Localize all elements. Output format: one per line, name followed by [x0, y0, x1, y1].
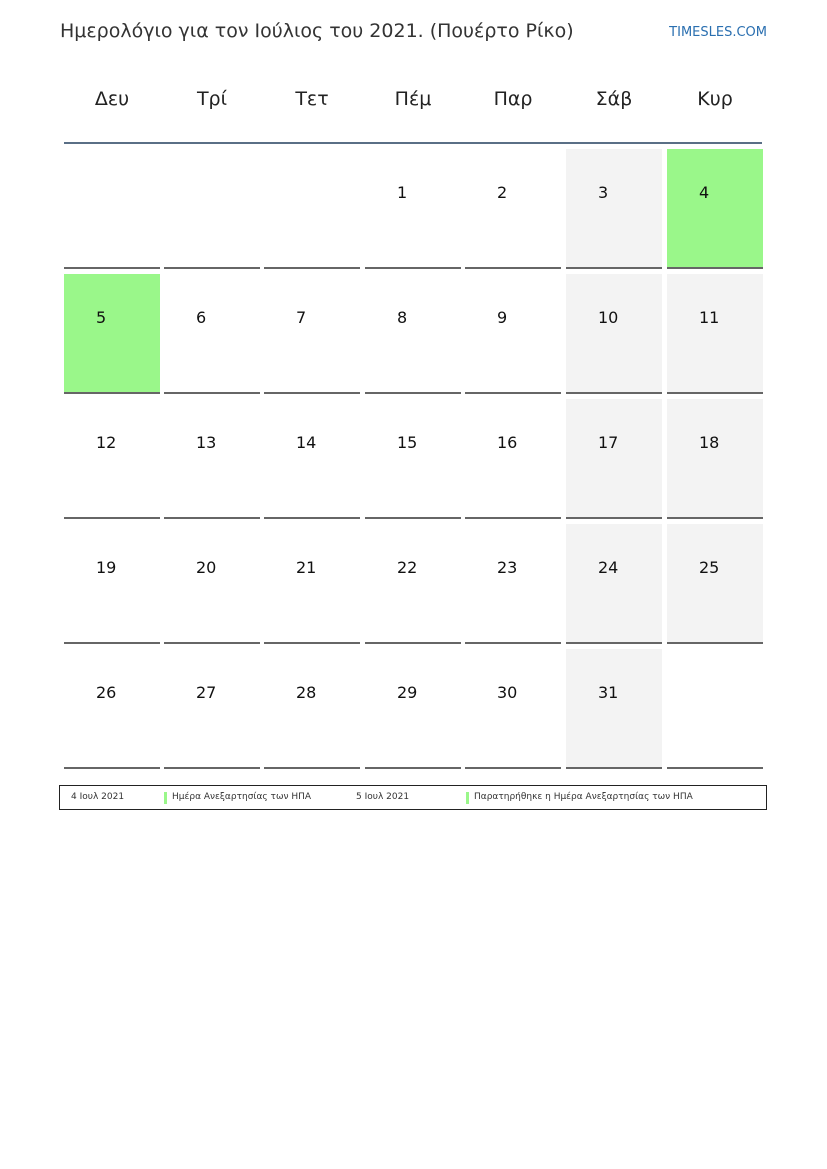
day-cell[interactable] — [667, 149, 763, 269]
empty-day-cell — [64, 149, 160, 269]
header-divider — [64, 142, 762, 144]
day-cell[interactable] — [164, 649, 260, 769]
page-title: Ημερολόγιο για τον Ιούλιος του 2021. (Πουέρτο Ρίκο) — [60, 20, 574, 42]
day-cell[interactable] — [566, 649, 662, 769]
day-number: 11 — [699, 308, 720, 327]
day-number: 21 — [296, 558, 317, 577]
day-number: 12 — [96, 433, 117, 452]
day-number: 27 — [196, 683, 217, 702]
weekday-sat: Σάβ — [595, 88, 633, 110]
day-number: 13 — [196, 433, 217, 452]
day-cell[interactable] — [365, 399, 461, 519]
legend-color-swatch — [466, 792, 469, 804]
day-cell[interactable] — [365, 649, 461, 769]
day-number: 19 — [96, 558, 117, 577]
day-cell[interactable] — [264, 649, 360, 769]
empty-day-cell — [164, 149, 260, 269]
day-number: 1 — [397, 183, 408, 202]
day-number: 23 — [497, 558, 518, 577]
empty-day-cell — [667, 649, 763, 769]
day-number: 26 — [96, 683, 117, 702]
weekday-mon: Δευ — [94, 88, 130, 110]
day-number: 25 — [699, 558, 720, 577]
day-cell[interactable] — [64, 399, 160, 519]
legend-color-swatch — [164, 792, 167, 804]
day-number: 5 — [96, 308, 107, 327]
day-cell[interactable] — [64, 524, 160, 644]
day-cell[interactable] — [164, 524, 260, 644]
weekday-tue: Τρί — [196, 88, 228, 110]
weekday-sun: Κυρ — [697, 88, 733, 110]
legend-holiday-name: Παρατηρήθηκε η Ημέρα Ανεξαρτησίας των ΗΠΑ — [474, 792, 693, 802]
day-number: 22 — [397, 558, 418, 577]
day-number: 18 — [699, 433, 720, 452]
legend-holiday-name: Ημέρα Ανεξαρτησίας των ΗΠΑ — [172, 792, 312, 802]
day-number: 8 — [397, 308, 408, 327]
holiday-legend — [59, 785, 767, 810]
day-cell[interactable] — [465, 399, 561, 519]
day-number: 15 — [397, 433, 418, 452]
calendar-grid — [64, 149, 763, 770]
legend-date: 5 Ιουλ 2021 — [356, 792, 410, 802]
day-number: 9 — [497, 308, 508, 327]
day-number: 4 — [699, 183, 710, 202]
day-cell[interactable] — [365, 524, 461, 644]
day-cell[interactable] — [465, 274, 561, 394]
day-number: 7 — [296, 308, 307, 327]
weekday-header-row — [64, 88, 762, 120]
day-cell[interactable] — [365, 149, 461, 269]
day-number: 14 — [296, 433, 317, 452]
day-cell[interactable] — [164, 274, 260, 394]
day-number: 17 — [598, 433, 619, 452]
site-link[interactable]: TIMESLES.COM — [669, 25, 767, 40]
day-cell[interactable] — [566, 274, 662, 394]
day-cell[interactable] — [164, 399, 260, 519]
legend-date: 4 Ιουλ 2021 — [71, 792, 125, 802]
day-number: 24 — [598, 558, 619, 577]
day-cell[interactable] — [465, 149, 561, 269]
day-number: 16 — [497, 433, 518, 452]
day-cell[interactable] — [264, 274, 360, 394]
weekday-wed: Τετ — [295, 88, 329, 110]
day-cell[interactable] — [264, 524, 360, 644]
empty-day-cell — [264, 149, 360, 269]
day-cell[interactable] — [667, 399, 763, 519]
day-cell[interactable] — [465, 524, 561, 644]
day-number: 20 — [196, 558, 217, 577]
day-number: 31 — [598, 683, 619, 702]
day-cell[interactable] — [64, 274, 160, 394]
day-cell[interactable] — [64, 649, 160, 769]
day-cell[interactable] — [667, 274, 763, 394]
day-number: 2 — [497, 183, 508, 202]
weekday-fri: Παρ — [493, 88, 533, 110]
weekday-thu: Πέμ — [394, 88, 432, 110]
day-cell[interactable] — [264, 399, 360, 519]
day-cell[interactable] — [465, 649, 561, 769]
day-cell[interactable] — [566, 399, 662, 519]
day-number: 3 — [598, 183, 609, 202]
day-number: 28 — [296, 683, 317, 702]
day-number: 29 — [397, 683, 418, 702]
day-cell[interactable] — [365, 274, 461, 394]
day-number: 30 — [497, 683, 518, 702]
day-cell[interactable] — [566, 149, 662, 269]
day-number: 6 — [196, 308, 207, 327]
day-cell[interactable] — [667, 524, 763, 644]
day-number: 10 — [598, 308, 619, 327]
day-cell[interactable] — [566, 524, 662, 644]
